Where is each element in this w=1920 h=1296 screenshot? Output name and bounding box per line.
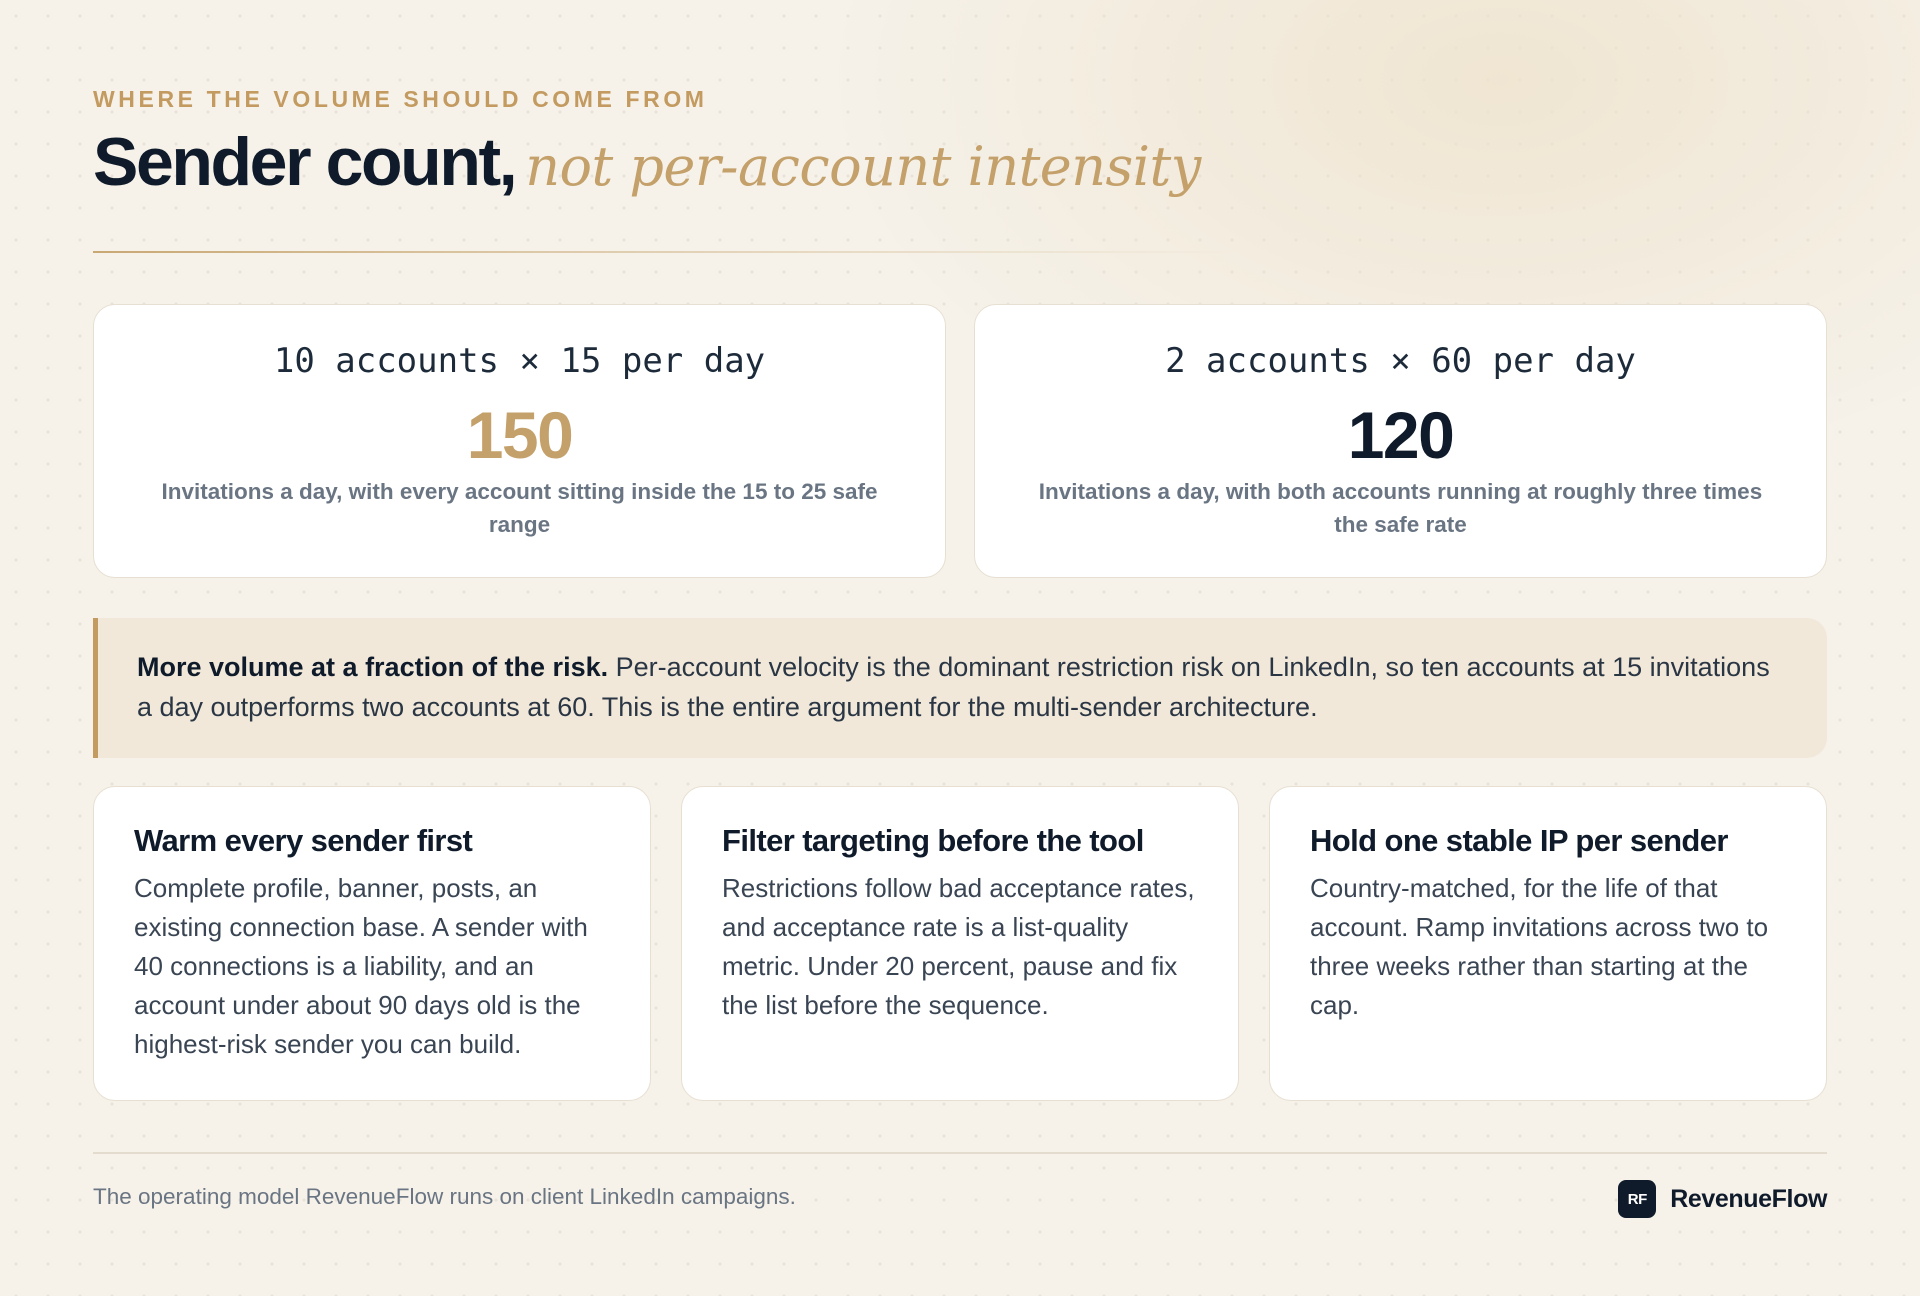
tip-card-stable-ip — [1269, 786, 1827, 1101]
tip-title: Warm every sender first — [134, 823, 473, 858]
eyebrow-label: WHERE THE VOLUME SHOULD COME FROM — [93, 86, 708, 112]
tip-card-warm-senders — [93, 786, 651, 1101]
page-title — [93, 124, 1201, 200]
tip-body: Country-matched, for the life of that account. Ramp invitations across two to three weeks rather than starting at the cap. — [1310, 873, 1769, 1020]
stat-card-many-senders — [93, 304, 946, 578]
brand — [1618, 1180, 1827, 1218]
tip-card-filter-targeting — [681, 786, 1239, 1101]
footer-divider — [93, 1152, 1827, 1154]
stat-formula: 2 accounts × 60 per day — [1165, 341, 1636, 381]
footer-caption: The operating model RevenueFlow runs on client LinkedIn campaigns. — [93, 1184, 796, 1209]
stat-formula: 10 accounts × 15 per day — [273, 341, 766, 381]
tip-body: Restrictions follow bad acceptance rates, and acceptance rate is a list-quality metric. Under 20 percent, pause and fix the list before the sequence. — [722, 873, 1195, 1020]
stat-value: 120 — [1347, 398, 1454, 472]
tip-title: Hold one stable IP per sender — [1310, 823, 1728, 858]
brand-name: RevenueFlow — [1670, 1184, 1827, 1213]
slide — [93, 0, 1827, 1296]
stat-card-few-senders — [974, 304, 1827, 578]
title-emphasis: not per-account intensity — [525, 135, 1201, 198]
callout-text: Per-account velocity is the dominant restriction risk on LinkedIn, so ten accounts at 15 invitations a day outperforms two accounts at 60. This is the entire argument for the multi-sender architecture. — [137, 652, 1770, 722]
stat-value: 150 — [466, 398, 573, 472]
tip-title: Filter targeting before the tool — [722, 823, 1144, 858]
brand-logo: RF — [1618, 1180, 1656, 1218]
stat-description: Invitations a day, with both accounts running at roughly three times the safe rate — [1038, 479, 1763, 537]
callout-headline: More volume at a fraction of the risk. — [137, 652, 609, 682]
title-strong: Sender count, — [93, 124, 516, 200]
callout-box — [93, 618, 1827, 758]
stat-description: Invitations a day, with every account sitting inside the 15 to 25 safe range — [161, 479, 878, 537]
tip-body: Complete profile, banner, posts, an existing connection base. A sender with 40 connections is a liability, and an account under about 90 days old is the highest-risk sender you can build. — [134, 873, 588, 1059]
title-divider — [93, 251, 1233, 253]
